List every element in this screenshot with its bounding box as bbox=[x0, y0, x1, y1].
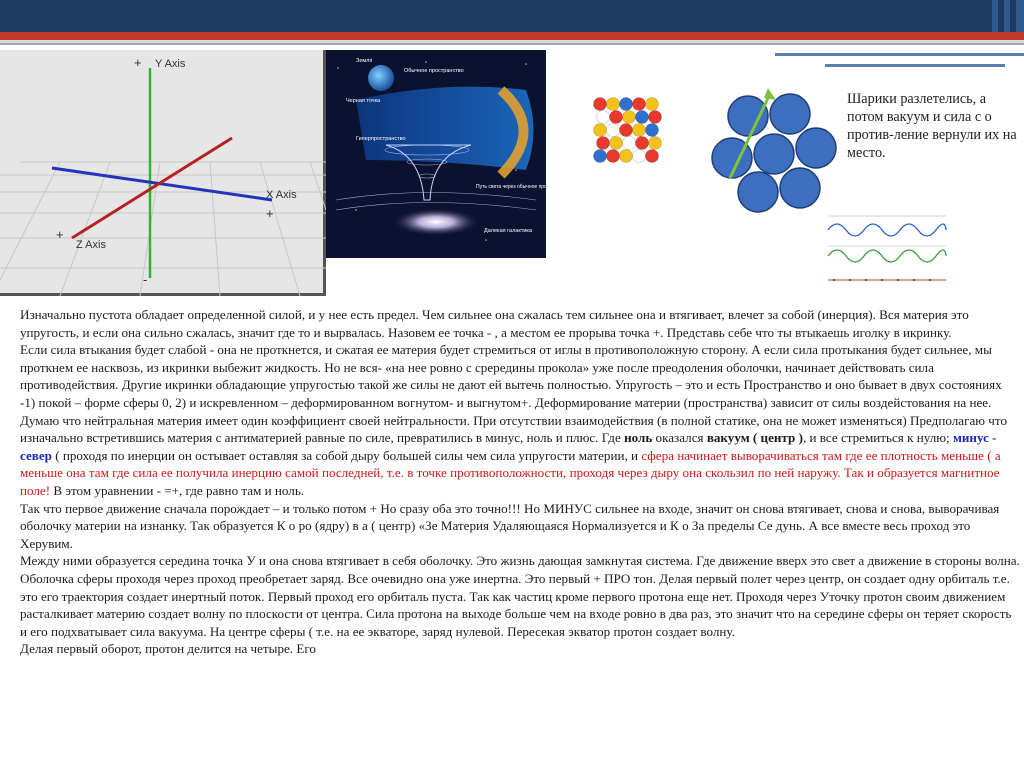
header-accent-line bbox=[825, 64, 1005, 67]
cube-ball bbox=[597, 137, 610, 150]
label-black-point: Черная точка bbox=[346, 98, 381, 104]
header-steel-line bbox=[0, 43, 1024, 45]
cube-ball bbox=[649, 137, 662, 150]
z-axis-label: Z Axis bbox=[76, 239, 106, 251]
y-minus-sign: - bbox=[143, 272, 148, 287]
hyperspace-image bbox=[326, 50, 571, 258]
header-stripe bbox=[1004, 0, 1010, 32]
x-axis-label: X Axis bbox=[266, 189, 297, 201]
cube-ball bbox=[620, 124, 633, 137]
y-axis-label: Y Axis bbox=[155, 58, 186, 70]
p3-text-c: , и все стремиться к нулю; bbox=[802, 430, 953, 446]
cube-ball bbox=[620, 150, 633, 163]
p3-text-a: Думаю что нейтральная материя имеет один коэффициент своей нейтральности. При отсутствии взаимодействия (в полной статике, она не может изменяться) Предполагаю что изначально встретившись материя с антиматерией равные по силе, превратились в минус, ноль и плюс. Где bbox=[20, 412, 1007, 446]
z-plus-sign: + bbox=[56, 227, 64, 242]
p3-text-e: В этом уравнении - =+, где равно там и ноль. bbox=[50, 482, 305, 498]
p3-red-text: сфера начинает выворачиваться там где ее плотность меньше ( а меньше она там где сила ее получила инерцию самой последней, т.е. в точке противоположности, проходя через дыру она скользил по ней наружу. Так и образуется магнитное поле! bbox=[20, 447, 1001, 498]
wave-diagram bbox=[824, 212, 950, 294]
cube-ball bbox=[610, 137, 623, 150]
p3-text-d: ( проходя по инерции он остывает оставляя за собой дыру большей силы чем сила упругости материи, и bbox=[51, 447, 642, 463]
header-navy-bar bbox=[0, 0, 1024, 32]
p3-null: ноль bbox=[624, 430, 653, 446]
label-earth: Земля bbox=[356, 58, 373, 64]
cube-ball bbox=[623, 137, 636, 150]
cube-ball bbox=[607, 124, 620, 137]
p3-minus-north: минус - север bbox=[20, 430, 997, 463]
header-red-bar bbox=[0, 32, 1024, 40]
label-hyperspace: Гиперпространство bbox=[356, 136, 406, 142]
cube-ball bbox=[594, 124, 607, 137]
cube-ball bbox=[620, 98, 633, 111]
axes-3d-image bbox=[0, 50, 326, 296]
paragraph-5: Между ними образуется середина точка У и она снова втягивает в себя оболочку. Это жизнь дающая замкнутая система. Где движение вверх это свет а движение в стороны волна. bbox=[20, 553, 1020, 569]
paragraph-3 bbox=[20, 412, 1020, 500]
paragraph-2: Если сила втыкания будет слабой - она не проткнется, и сжатая ее материя будет стремиться от иглы в противоположную сторону. А если сила протыкания будет сильнее, мы проткнем ее насквозь, из икринки выбежит жидкость. Но не вся- «на нее ровно с срередины прокола» уже после преодоления оболочки, начинает действовать сила противодействия. Другие икринки обладающие упругостью такой же силы не дают ей вытечь полностью. Упругость – это и есть Пространство и оно бывает в двух состояниях -1) покой – форме сферы 0, 2) и искревленном – деформированном вогнутом- и выгнутом+. Деформирование материи (пространства) зависит от силы воздейстования на нее. bbox=[20, 342, 1002, 410]
cube-ball bbox=[646, 98, 659, 111]
paragraph-6: Оболочка сферы проходя через проход преобретает заряд. Все очевидно она уже инертна. Это первый + ПРО тон. Делая первый полет через центр, он создает одну орбиталь т.е. это его траектория создает инертный поток. Первый проход его орбиталь пуста. Так как частиц кроме первого протона еще нет. Проходя через Уточку протон своим движением расталкивает материю создает волну по плоскости от центра. Сила протона на выходе больше чем на входе ровно в два раз, это значит что на середине сферы он теряет скорость и его подхватывает сила вакуума. На центре сферы ( т.е. на ее экваторе, заряд нулевой. Пересекая экватор протон создает волну. bbox=[20, 570, 1012, 639]
cube-ball bbox=[597, 111, 610, 124]
cube-ball bbox=[633, 150, 646, 163]
cube-ball bbox=[607, 150, 620, 163]
cube-ball bbox=[610, 111, 623, 124]
label-normal-space: Обычное пространство bbox=[404, 68, 464, 74]
paragraph-4: Так что первое движение сначала порождает – и только потом + Но сразу оба это точно!!! Но МИНУС сильнее на входе, значит он снова втягивает, снова и снова, выворачивая оболочку материи на изнанку. Так образуется К о ро (ядру) в а ( центр) «Зе Материя Удаляющаяся Нормализуется и К о За пределы Се дунь. А все вместе весь проход это Херувим. bbox=[20, 500, 1000, 551]
x-plus-sign: + bbox=[266, 206, 274, 221]
header-stripe bbox=[1016, 0, 1024, 32]
cube-ball bbox=[633, 98, 646, 111]
header-accent-line bbox=[775, 53, 1024, 56]
paragraph-7: Делая первый оборот, протон делится на четыре. Его bbox=[20, 641, 316, 657]
p3-text-b: оказался bbox=[652, 430, 707, 446]
cube-ball bbox=[646, 150, 659, 163]
cube-ball bbox=[594, 98, 607, 111]
cube-ball bbox=[594, 150, 607, 163]
ball-cube-image bbox=[590, 92, 666, 170]
packed-spheres-diagram bbox=[708, 88, 840, 214]
cube-ball bbox=[649, 111, 662, 124]
main-text bbox=[20, 306, 1020, 658]
side-note: Шарики разлетелись, а потом вакуум и сила с о против-ление вернули их на место. bbox=[847, 91, 1017, 161]
y-plus-sign: + bbox=[134, 55, 142, 70]
cube-ball bbox=[636, 111, 649, 124]
cube-ball bbox=[623, 111, 636, 124]
cube-ball bbox=[633, 124, 646, 137]
cube-ball bbox=[646, 124, 659, 137]
cube-ball bbox=[607, 98, 620, 111]
label-light-path: Путь света через обычное пространство bbox=[476, 184, 571, 190]
label-far-galaxy: Далекая галактика bbox=[484, 228, 533, 234]
cube-ball bbox=[636, 137, 649, 150]
p3-vacuum: вакуум ( центр ) bbox=[706, 430, 803, 446]
paragraph-1: Изначально пустота обладает определенной силой, и у нее есть предел. Чем сильнее она сжалась тем сильнее она и втягивает, влечет за собой (инерция). Вся материя это упругость, и если она сильно сжалась, значит где то и вырвалась. Назовем ее точка - , а местом ее прорыва точка +. Представь себе что ты втыкаешь иголку в икринку. bbox=[20, 307, 969, 340]
header-stripe bbox=[992, 0, 998, 32]
